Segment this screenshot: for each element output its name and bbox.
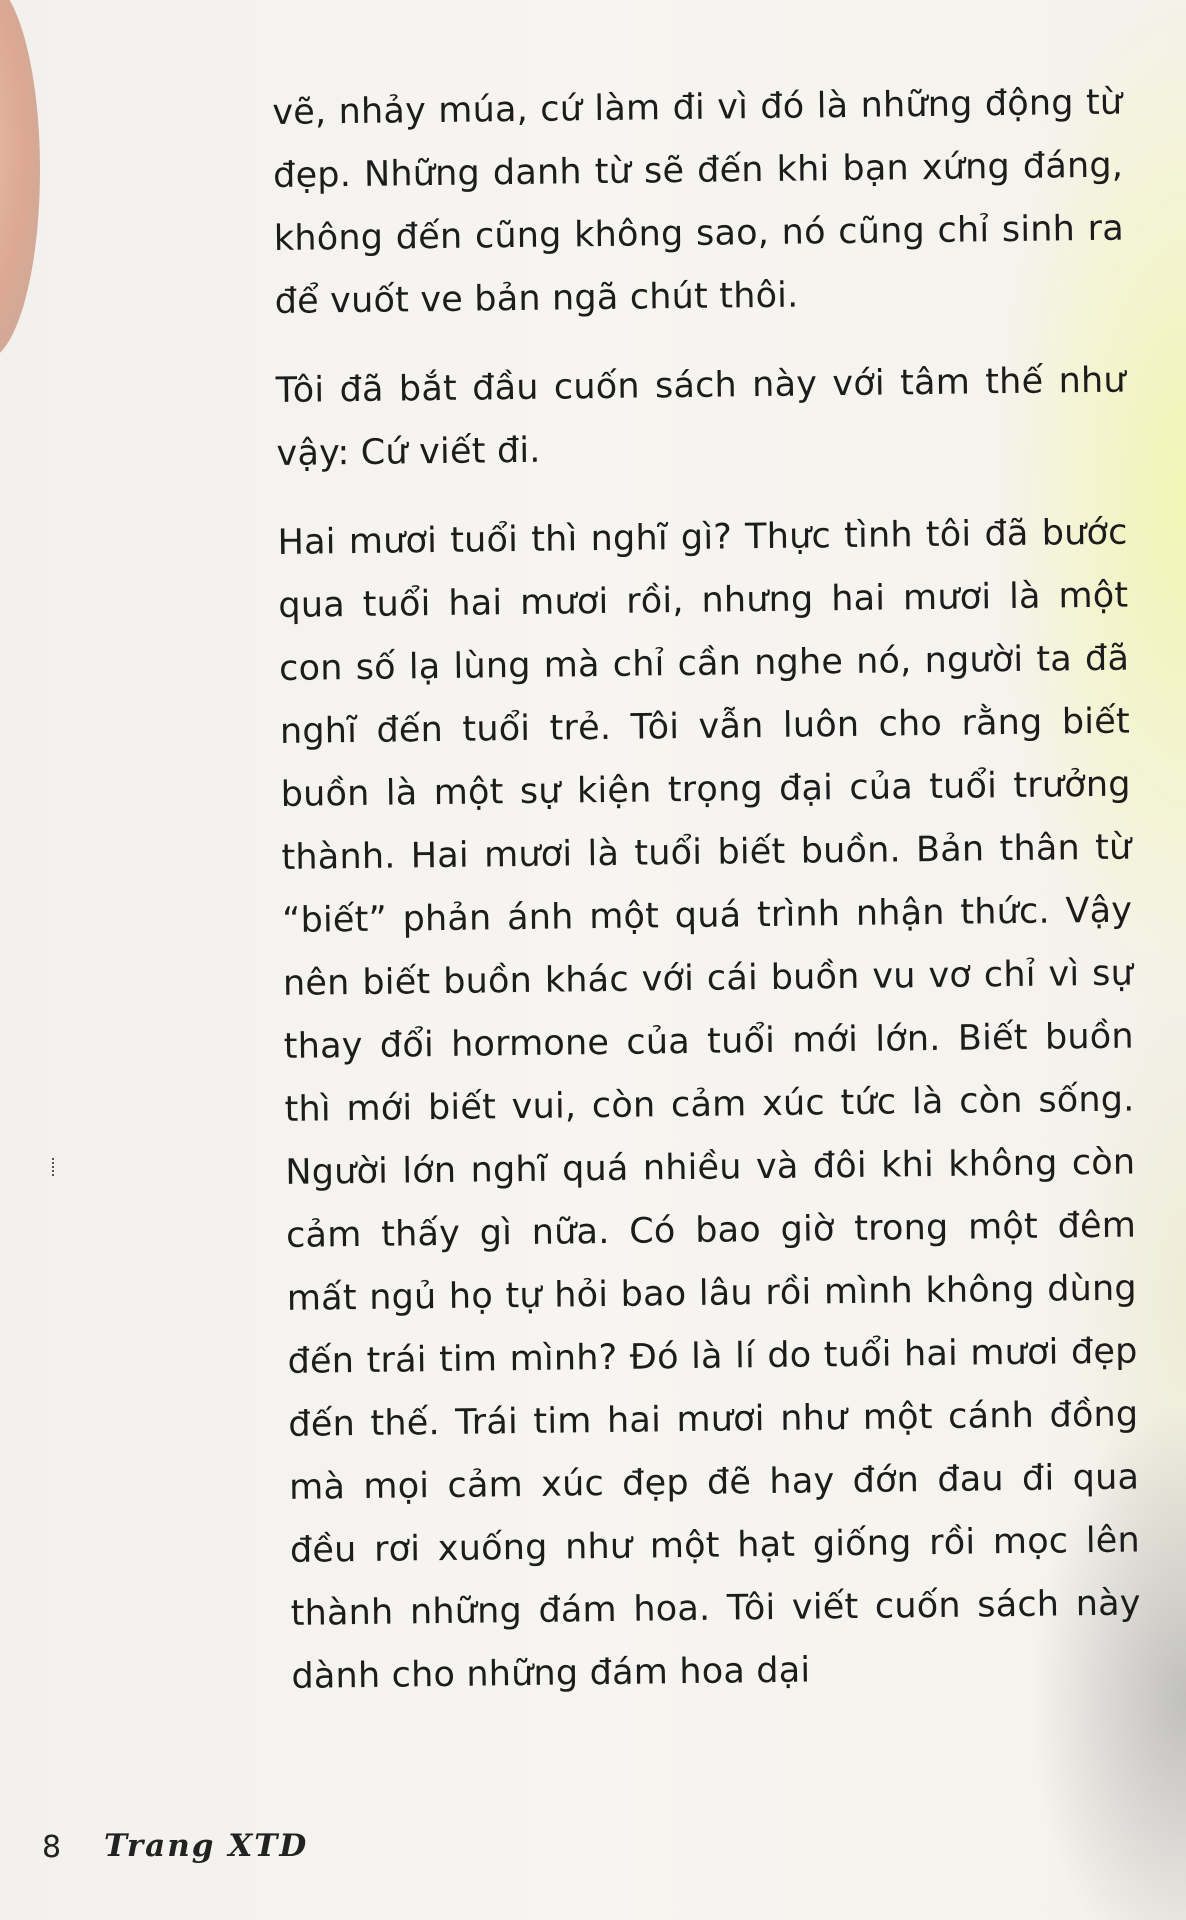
paragraph-3: Hai mươi tuổi thì nghĩ gì? Thực tình tôi đã bước qua tuổi hai mươi rồi, nhưng hai mươi là một con số lạ lùng mà chỉ cần nghe nó, người ta đã nghĩ đến tuổi trẻ. Tôi vẫn luôn cho rằng biết buồn là một sự kiện trọng đại của tuổi trưởng thành. Hai mươi là tuổi biết buồn. Bản thân từ “biết” phản ánh một quá trình nhận thức. Vậy nên biết buồn khác với cái buồn vu vơ chỉ vì sự thay đổi hormone của tuổi mới lớn. Biết buồn thì mới biết vui, còn cảm xúc tức là còn sống. Người lớn nghĩ quá nhiều và đôi khi không còn cảm thấy gì nữa. Có bao giờ trong một đêm mất ngủ họ tự hỏi bao lâu rồi mình không dùng đến trái tim mình? Đó là lí do tuổi hai mươi đẹp đến thế. Trái tim hai mươi như một cánh đồng mà mọi cảm xúc đẹp đẽ hay đớn đau đi qua đều rơi xuống như một hạt giống rồi mọc lên thành những đám hoa. Tôi viết cuốn sách này dành cho những đám hoa dại [277,512,1141,1697]
paragraph-2: Tôi đã bắt đầu cuốn sách này với tâm thế như vậy: Cứ viết đi. [275,360,1126,474]
paragraph-1: vẽ, nhảy múa, cứ làm đi vì đó là những động từ đẹp. Những danh từ sẽ đến khi bạn xứng đáng, không đến cũng không sao, nó cũng chỉ sinh ra để vuốt ve bản ngã chút thôi. [272,82,1125,322]
running-title: Trang XTD [104,1828,309,1864]
page-speck [52,1158,57,1176]
body-text [272,72,1142,1735]
thumb-edge [0,0,40,360]
page-number: 8 [42,1830,62,1865]
